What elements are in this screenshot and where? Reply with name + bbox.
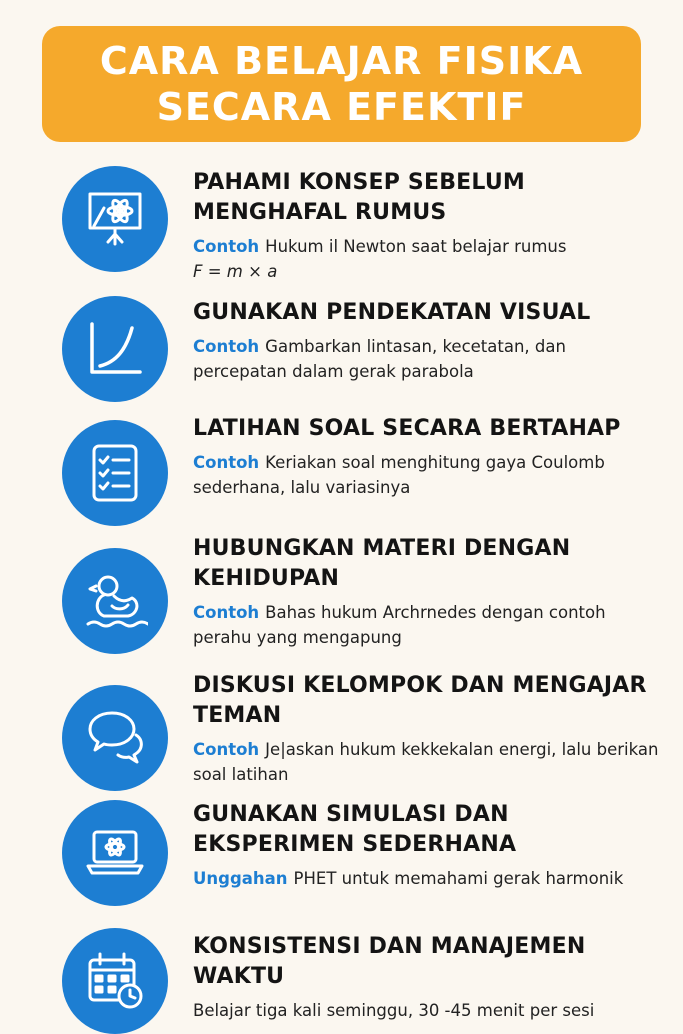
example-text: Keriakan soal menghitung gaya Coulomb sederhana, lalu variasinya bbox=[193, 453, 605, 497]
example-text: Bahas hukum Archrnedes dengan contoh perahu yang mengapung bbox=[193, 603, 606, 647]
tip-text-4 bbox=[193, 534, 663, 650]
example-text: Je|askan hukum kekkekalan energi, lalu berikan soal latihan bbox=[193, 740, 659, 784]
tip-text-5 bbox=[193, 671, 663, 787]
page-title bbox=[100, 38, 583, 130]
tip-title: GUNAKAN PENDEKATAN VISUAL bbox=[193, 300, 591, 325]
tip-description bbox=[193, 737, 663, 787]
tip-title: PAHAMI KONSEP SEBELUM MENGHAFAL RUMUS bbox=[193, 170, 525, 225]
tip-text-3 bbox=[193, 414, 663, 500]
upload-label: Unggahan bbox=[193, 869, 288, 888]
tip-description bbox=[193, 234, 663, 284]
tip-text-2 bbox=[193, 298, 663, 384]
example-label: Contoh bbox=[193, 453, 260, 472]
tip-description bbox=[193, 450, 663, 500]
example-label: Contoh bbox=[193, 337, 260, 356]
example-label: Contoh bbox=[193, 603, 260, 622]
tip-text-1 bbox=[193, 168, 663, 284]
chat-bubbles-icon bbox=[62, 685, 168, 791]
rubber-duck-icon bbox=[62, 548, 168, 654]
tip-title: LATIHAN SOAL SECARA BERTAHAP bbox=[193, 416, 621, 441]
presentation-atom-icon bbox=[62, 166, 168, 272]
tip-text-7 bbox=[193, 932, 663, 1023]
example-text: PHET untuk memahami gerak harmonik bbox=[293, 869, 624, 888]
title-line-2: SECARA EFEKTIF bbox=[156, 85, 527, 129]
example-text: Hukum il Newton saat belajar rumus bbox=[265, 237, 567, 256]
laptop-atom-icon bbox=[62, 800, 168, 906]
example-text: Gambarkan lintasan, kecetatan, dan percepatan dalam gerak parabola bbox=[193, 337, 566, 381]
title-line-1: CARA BELAJAR FISIKA bbox=[99, 39, 584, 83]
tip-title: GUNAKAN SIMULASI DAN EKSPERIMEN SEDERHANA bbox=[193, 802, 517, 857]
tip-description bbox=[193, 334, 663, 384]
checklist-icon bbox=[62, 420, 168, 526]
tip-text-6 bbox=[193, 800, 663, 891]
graph-curve-icon bbox=[62, 296, 168, 402]
tip-description bbox=[193, 998, 663, 1023]
tip-description bbox=[193, 866, 663, 891]
tip-description bbox=[193, 600, 663, 650]
example-text: Belajar tiga kali seminggu, 30 -45 menit per sesi bbox=[193, 1001, 595, 1020]
example-label: Contoh bbox=[193, 740, 260, 759]
tip-title: HUBUNGKAN MATERI DENGAN KEHIDUPAN bbox=[193, 536, 571, 591]
tip-title: KONSISTENSI DAN MANAJEMEN WAKTU bbox=[193, 934, 586, 989]
formula-text: F = m × a bbox=[193, 262, 278, 281]
tip-title: DISKUSI KELOMPOK DAN MENGAJAR TEMAN bbox=[193, 673, 647, 728]
example-label: Contoh bbox=[193, 237, 260, 256]
title-banner bbox=[42, 26, 641, 142]
calendar-clock-icon bbox=[62, 928, 168, 1034]
